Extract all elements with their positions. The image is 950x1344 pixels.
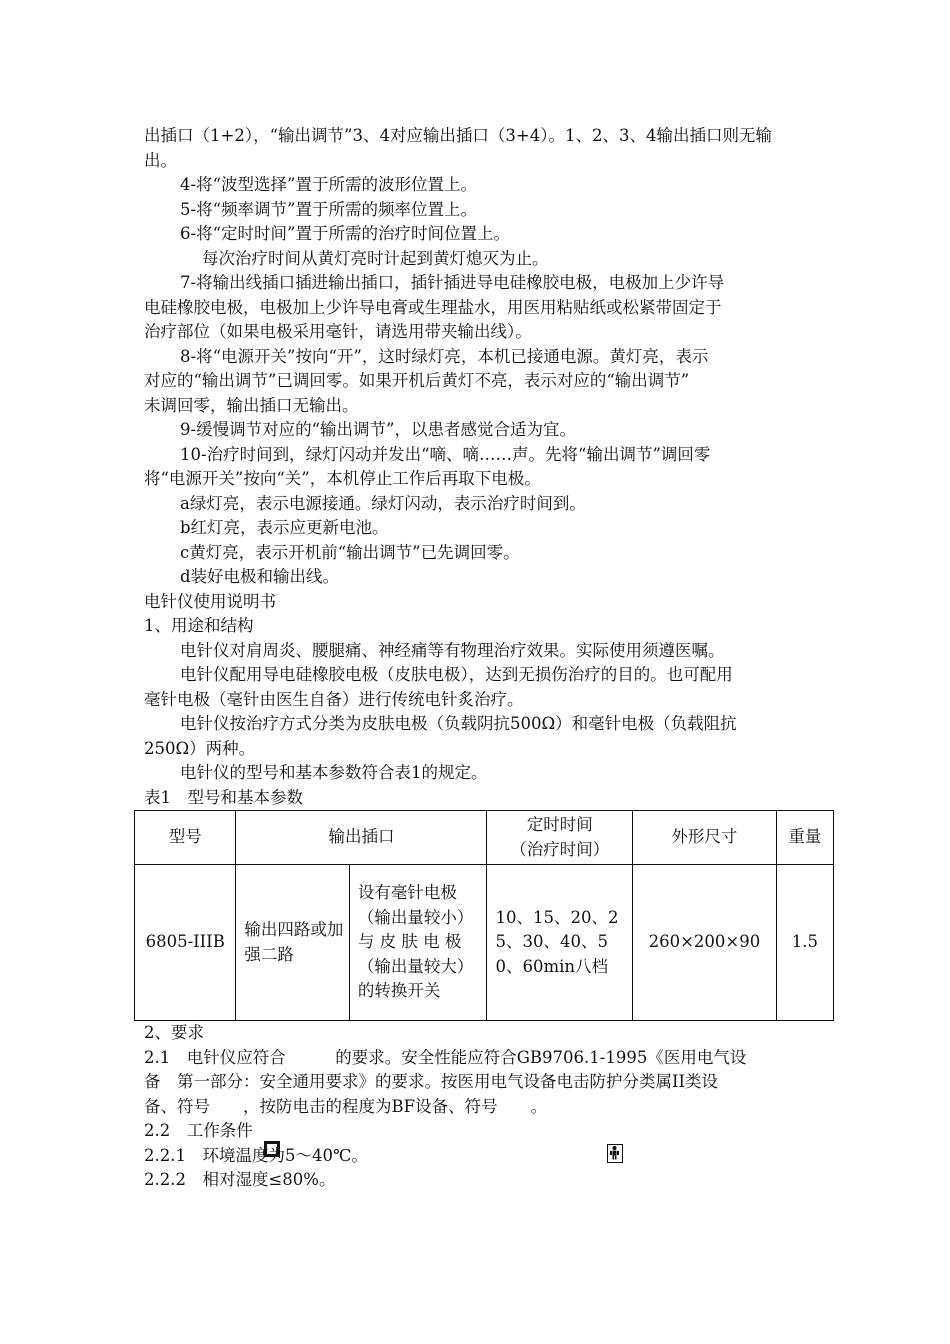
indicator-d: d装好电极和输出线。 [180,567,340,586]
step-7-line: 治疗部位（如果电极采用毫针，请选用带夹输出线）。 [144,322,532,341]
step-9: 9-缓慢调节对应的“输出调节”，以患者感觉合适为宜。 [180,420,576,439]
step-5: 5-将“频率调节”置于所需的频率位置上。 [180,199,477,219]
section-heading: 2、要求 [144,1023,204,1042]
step-10-line: 将“电源开关”按向“关”，本机停止工作后再取下电极。 [144,469,541,488]
table-header-row [135,811,834,865]
header-model: 型号 [135,811,236,865]
spec-table [134,810,834,1021]
cell-weight: 1.5 [776,865,833,1021]
text-line: 出。 [144,150,177,170]
requirement-line: 2.2.1 环境温度为5～40℃。 [144,1145,368,1165]
paragraph: 250Ω）两种。 [144,738,256,758]
step-10-line: 10-治疗时间到，绿灯闪动并发出“嘀、嘀……声。先将“输出调节”调回零 [180,444,711,464]
note-line: 每次治疗时间从黄灯亮时计起到黄灯熄灭为止。 [202,248,549,268]
paragraph: 电针仪对肩周炎、腰腿痛、神经痛等有物理治疗效果。实际使用须遵医嘱。 [180,640,725,660]
cell-timer: 10、15、20、25、30、40、50、60min八档 [487,865,633,1021]
bf-body-icon [607,1144,623,1163]
requirement-line: 2.1 电针仪应符合 的要求。安全性能应符合GB9706.1-1995《医用电气设 [144,1047,747,1067]
cell-output: 输出四路或加强二路 [236,865,349,1021]
section-heading: 1、用途和结构 [144,616,254,635]
cell-size: 260×200×90 [633,865,777,1021]
requirement-line: 备 第一部分：安全通用要求》的要求。按医用电气设备电击防护分类属II类设 [144,1072,719,1091]
class-ii-square-icon [264,1141,280,1157]
indicator-b: b红灯亮，表示应更新电池。 [180,518,389,537]
table-caption: 表1 型号和基本参数 [144,787,303,807]
subsection-heading: 2.2 工作条件 [144,1121,253,1140]
indicator-a: a绿灯亮，表示电源接通。绿灯闪动，表示治疗时间到。 [180,493,586,513]
requirement-line: 2.2.2 相对湿度≤80%。 [144,1170,336,1189]
manual-title: 电针仪使用说明书 [144,591,276,611]
paragraph: 电针仪配用导电硅橡胶电极（皮肤电极），达到无损伤治疗的目的。也可配用 [180,665,733,684]
header-output: 输出插口 [236,811,487,865]
step-8-line: 8-将“电源开关”按向“开”，这时绿灯亮，本机已接通电源。黄灯亮，表示 [180,346,709,366]
indicator-c: c黄灯亮，表示开机前“输出调节”已先调回零。 [180,542,520,562]
step-4: 4-将“波型选择”置于所需的波形位置上。 [180,175,477,194]
step-7-line: 电硅橡胶电极，电极加上少许导电膏或生理盐水，用医用粘贴纸或松紧带固定于 [144,297,722,317]
step-7-line: 7-将输出线插口插进输出插口，插针插进导电硅橡胶电极，电极加上少许导 [180,273,725,292]
step-8-line: 对应的“输出调节”已调回零。如果开机后黄灯不亮，表示对应的“输出调节” [144,371,690,390]
text-line: 出插口（1+2），“输出调节”3、4对应输出插口（3+4）。1、2、3、4输出插口则无输 [144,126,772,145]
paragraph: 电针仪按治疗方式分类为皮肤电极（负载阴抗500Ω）和毫针电极（负载阻抗 [180,714,737,733]
step-8-line: 未调回零，输出插口无输出。 [144,395,359,415]
cell-switch: 设有毫针电极（输出量较小）与 皮 肤 电 极（输出量较大）的转换开关 [349,865,487,1021]
table-row [135,865,834,1021]
paragraph: 毫针电极（毫针由医生自备）进行传统电针炙治疗。 [144,689,524,709]
cell-model: 6805-IIIB [135,865,236,1021]
header-size: 外形尺寸 [633,811,777,865]
header-weight: 重量 [776,811,833,865]
requirement-line: 备、符号 ，按防电击的程度为BF设备、符号 。 [144,1096,548,1116]
header-timer-line2: （治疗时间） [510,839,610,859]
header-timer [487,811,633,865]
header-timer-line1: 定时时间 [526,815,593,834]
paragraph: 电针仪的型号和基本参数符合表1的规定。 [180,763,488,782]
document-page [144,124,834,1193]
bf-figure-icon [608,1145,621,1161]
step-6: 6-将“定时时间”置于所需的治疗时间位置上。 [180,224,510,243]
